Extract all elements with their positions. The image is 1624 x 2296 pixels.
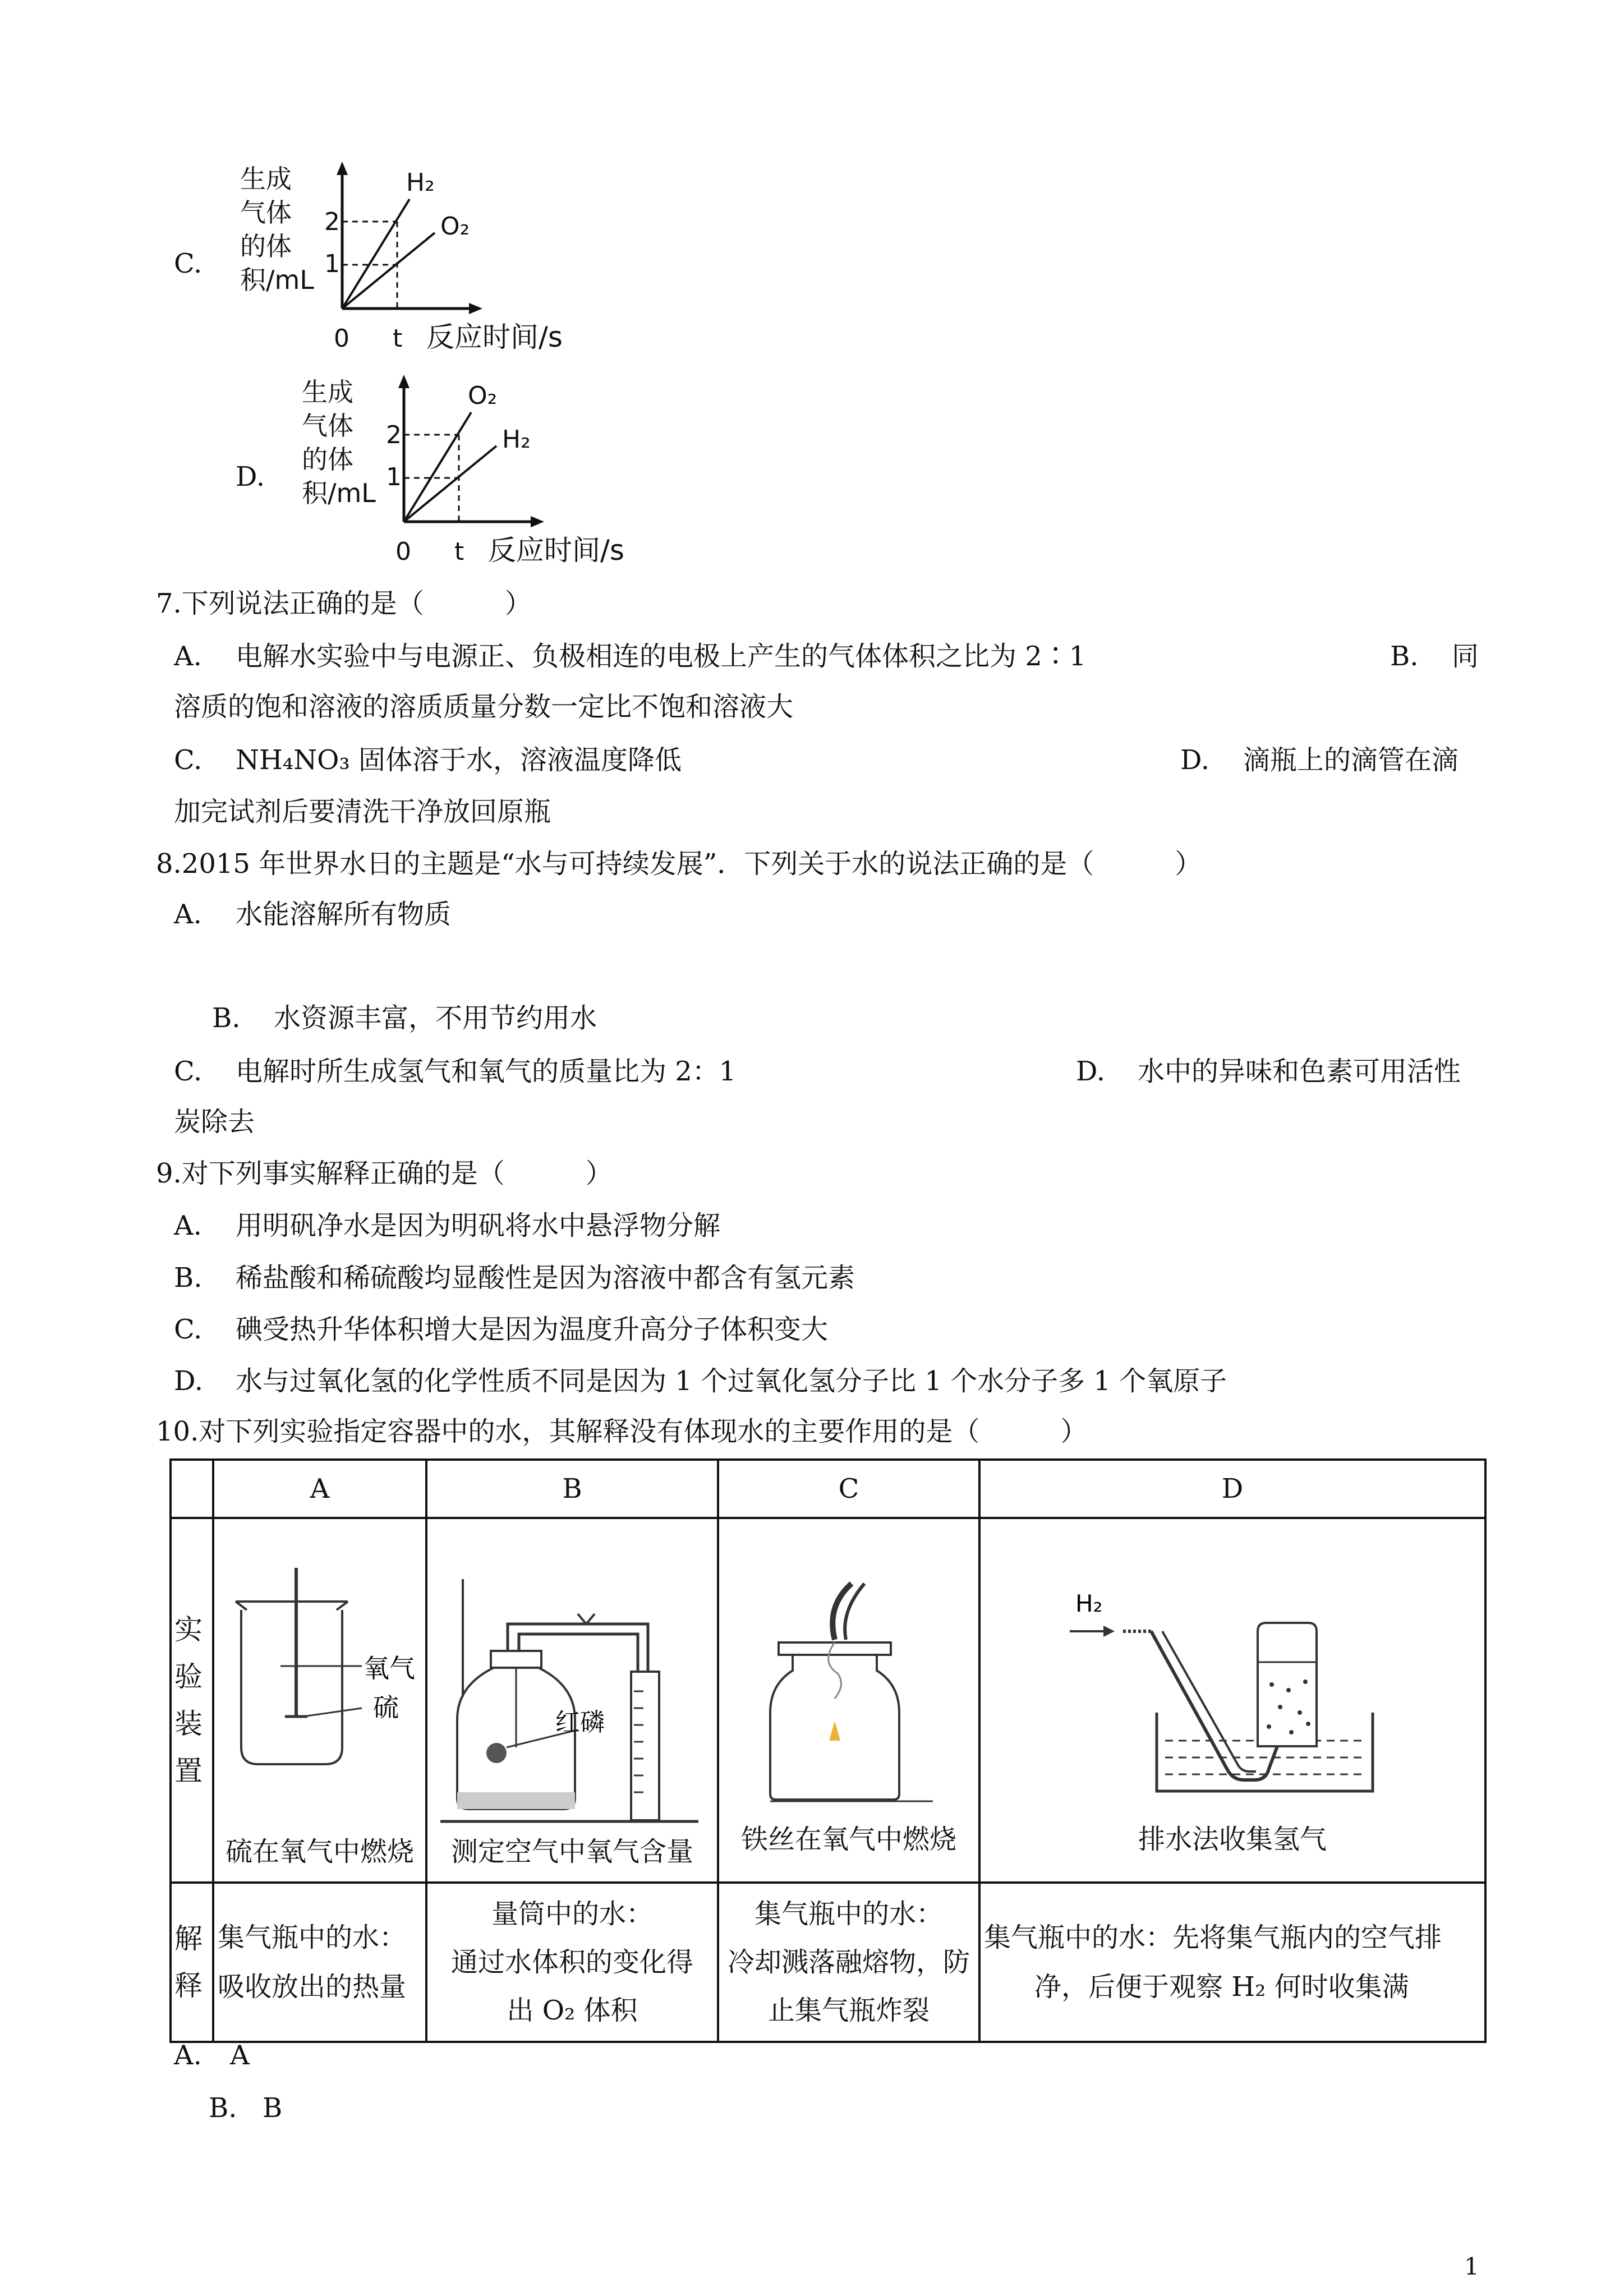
- y-tick-2: 2: [386, 421, 402, 449]
- row-label-char: 验: [174, 1660, 203, 1693]
- q8-stem: 8.2015 年世界水日的主题是“水与可持续发展”．下列关于水的说法正确的是（ ）: [156, 848, 1202, 880]
- caption-d: 排水法收集氢气: [1138, 1824, 1327, 1855]
- y-axis-label-line-4: 积/mL: [240, 265, 314, 295]
- hydrogen-collection-figure: [1059, 1578, 1406, 1814]
- red-phosphorus-label: 红磷: [555, 1708, 605, 1737]
- q7-option-b-text-start: 同: [1452, 641, 1479, 672]
- explanation-c: 集气瓶中的水： 冷却溅落融熔物，防 止集气瓶炸裂: [718, 1883, 979, 2042]
- o2-line: [342, 233, 435, 309]
- q9-option-c-label: C.: [174, 1314, 203, 1345]
- x-axis-arrow: [531, 516, 544, 527]
- lower-line-label: H₂: [502, 425, 531, 454]
- air-oxygen-measurement-figure: [435, 1562, 710, 1826]
- row-label-explanation: [171, 1883, 213, 2042]
- header-a: A: [213, 1460, 426, 1518]
- x-tick-t: t: [454, 537, 464, 566]
- q10-option-b-label: B.: [209, 2092, 237, 2124]
- option-c-label: C.: [174, 248, 203, 279]
- y-tick-1: 1: [386, 463, 402, 491]
- y-axis-label-line-3: 的体: [240, 231, 292, 261]
- x-axis-label: 反应时间/s: [488, 534, 624, 567]
- cell-b-apparatus: [426, 1518, 718, 1883]
- q7-stem: 7.下列说法正确的是（ ）: [156, 588, 532, 619]
- y-axis-label-line-2: 气体: [240, 197, 292, 228]
- option-d-label: D.: [236, 461, 265, 493]
- q10-option-a-text: A: [230, 2040, 250, 2071]
- y-axis-label-line-4: 积/mL: [302, 478, 376, 508]
- q7-option-a-text: 电解水实验中与电源正、负极相连的电极上产生的气体体积之比为 2∶1: [236, 641, 1087, 672]
- explanation-b: 量筒中的水： 通过水体积的变化得 出 O₂ 体积: [426, 1883, 718, 2042]
- explanation-row: [171, 1883, 1485, 2042]
- q8-option-c-label: C.: [174, 1056, 203, 1087]
- h2-line: [404, 446, 496, 522]
- q9-option-b-label: B.: [174, 1262, 203, 1294]
- q7-option-d-text-cont: 加完试剂后要清洗干净放回原瓶: [174, 796, 551, 827]
- caption-b: 测定空气中氧气含量: [450, 1836, 693, 1867]
- sulfur-combustion-figure: [219, 1545, 421, 1826]
- q8-option-b-text: 水资源丰富，不用节约用水: [274, 1002, 597, 1034]
- y-axis-label-line-3: 的体: [302, 444, 353, 475]
- apparatus-row: [171, 1518, 1485, 1883]
- y-axis-label-line-1: 生成: [302, 377, 353, 407]
- upper-line-label: O₂: [468, 381, 498, 410]
- row-label-char: 实: [174, 1613, 203, 1646]
- q8-option-a-text: 水能溶解所有物质: [236, 899, 452, 930]
- q9-stem: 9.对下列事实解释正确的是（ ）: [156, 1158, 613, 1189]
- hydrogen-label: H₂: [1075, 1590, 1103, 1617]
- cell-a-apparatus: [213, 1518, 426, 1883]
- sulfur-label: 硫: [373, 1692, 399, 1723]
- q8-option-b-label: B.: [212, 1002, 241, 1034]
- q7-option-c-label: C.: [174, 744, 203, 776]
- y-axis-label-line-2: 气体: [302, 411, 353, 441]
- q8-option-d-label: D.: [1076, 1056, 1106, 1087]
- header-b: B: [426, 1460, 718, 1518]
- h2-line: [342, 199, 410, 309]
- q7-option-d-text-start: 滴瓶上的滴管在滴: [1243, 744, 1459, 776]
- q8-option-a-label: A.: [174, 899, 202, 930]
- q10-option-b-text: B: [263, 2092, 283, 2124]
- caption-c: 铁丝在氧气中燃烧: [740, 1824, 956, 1855]
- y-axis-arrow: [398, 375, 410, 388]
- row-label-apparatus: [171, 1518, 213, 1883]
- row-label-char: 装: [174, 1708, 203, 1740]
- q9-option-a-text: 用明矾净水是因为明矾将水中悬浮物分解: [236, 1210, 721, 1241]
- q9-option-d-label: D.: [174, 1365, 204, 1397]
- q9-option-b-text: 稀盐酸和稀硫酸均显酸性是因为溶液中都含有氢元素: [236, 1262, 855, 1294]
- q7-option-c-text: NH₄NO₃ 固体溶于水，溶液温度降低: [236, 744, 682, 776]
- oxygen-label: 氧气: [364, 1653, 415, 1683]
- x-origin: 0: [334, 324, 349, 353]
- x-axis-label: 反应时间/s: [426, 321, 563, 353]
- y-tick-2: 2: [324, 208, 340, 236]
- volume-time-graph-d: [292, 370, 640, 578]
- explanation-a: 集气瓶中的水： 吸收放出的热量: [213, 1883, 426, 2042]
- row-label-char: 置: [174, 1755, 203, 1787]
- page-number: 1: [1464, 2253, 1479, 2280]
- q7-option-a-label: A.: [174, 641, 202, 672]
- cell-c-apparatus: [718, 1518, 979, 1883]
- x-tick-t: t: [393, 324, 403, 353]
- q8-option-c-text: 电解时所生成氢气和氧气的质量比为 2：1: [236, 1056, 737, 1087]
- iron-combustion-figure: [731, 1572, 967, 1814]
- y-tick-1: 1: [324, 250, 340, 278]
- q9-option-d-text: 水与过氧化氢的化学性质不同是因为 1 个过氧化氢分子比 1 个水分子多 1 个氧原子: [236, 1365, 1227, 1397]
- lower-line-label: O₂: [440, 212, 470, 241]
- table-header-row: [171, 1460, 1485, 1518]
- y-axis-arrow: [337, 162, 348, 175]
- header-d: D: [979, 1460, 1485, 1518]
- q8-option-d-text-cont: 炭除去: [174, 1106, 255, 1138]
- y-axis-label-line-1: 生成: [240, 164, 292, 194]
- header-c: C: [718, 1460, 979, 1518]
- volume-time-graph-c: [230, 157, 578, 365]
- o2-line: [404, 412, 471, 522]
- row-label-char: 解: [174, 1922, 203, 1955]
- q7-option-b-text-cont: 溶质的饱和溶液的溶质质量分数一定比不饱和溶液大: [174, 691, 794, 723]
- explanation-d: 集气瓶中的水：先将集气瓶内的空气排 净，后便于观察 H₂ 何时收集满: [979, 1883, 1485, 2042]
- upper-line-label: H₂: [406, 168, 435, 197]
- q10-stem: 10.对下列实验指定容器中的水，其解释没有体现水的主要作用的是（ ）: [156, 1416, 1088, 1447]
- q8-option-d-text-start: 水中的异味和色素可用活性: [1138, 1056, 1461, 1087]
- q10-option-a-label: A.: [174, 2040, 202, 2071]
- caption-a: 硫在氧气中燃烧: [225, 1836, 414, 1867]
- row-label-char: 释: [174, 1970, 203, 2002]
- q10-table: [169, 1458, 1487, 2043]
- x-origin: 0: [395, 537, 411, 566]
- header-corner: [171, 1460, 213, 1518]
- q7-option-d-label: D.: [1180, 744, 1210, 776]
- q9-option-a-label: A.: [174, 1210, 202, 1241]
- x-axis-arrow: [469, 303, 482, 314]
- q7-option-b-label: B.: [1390, 641, 1419, 672]
- cell-d-apparatus: [979, 1518, 1485, 1883]
- q9-option-c-text: 碘受热升华体积增大是因为温度升高分子体积变大: [236, 1314, 829, 1345]
